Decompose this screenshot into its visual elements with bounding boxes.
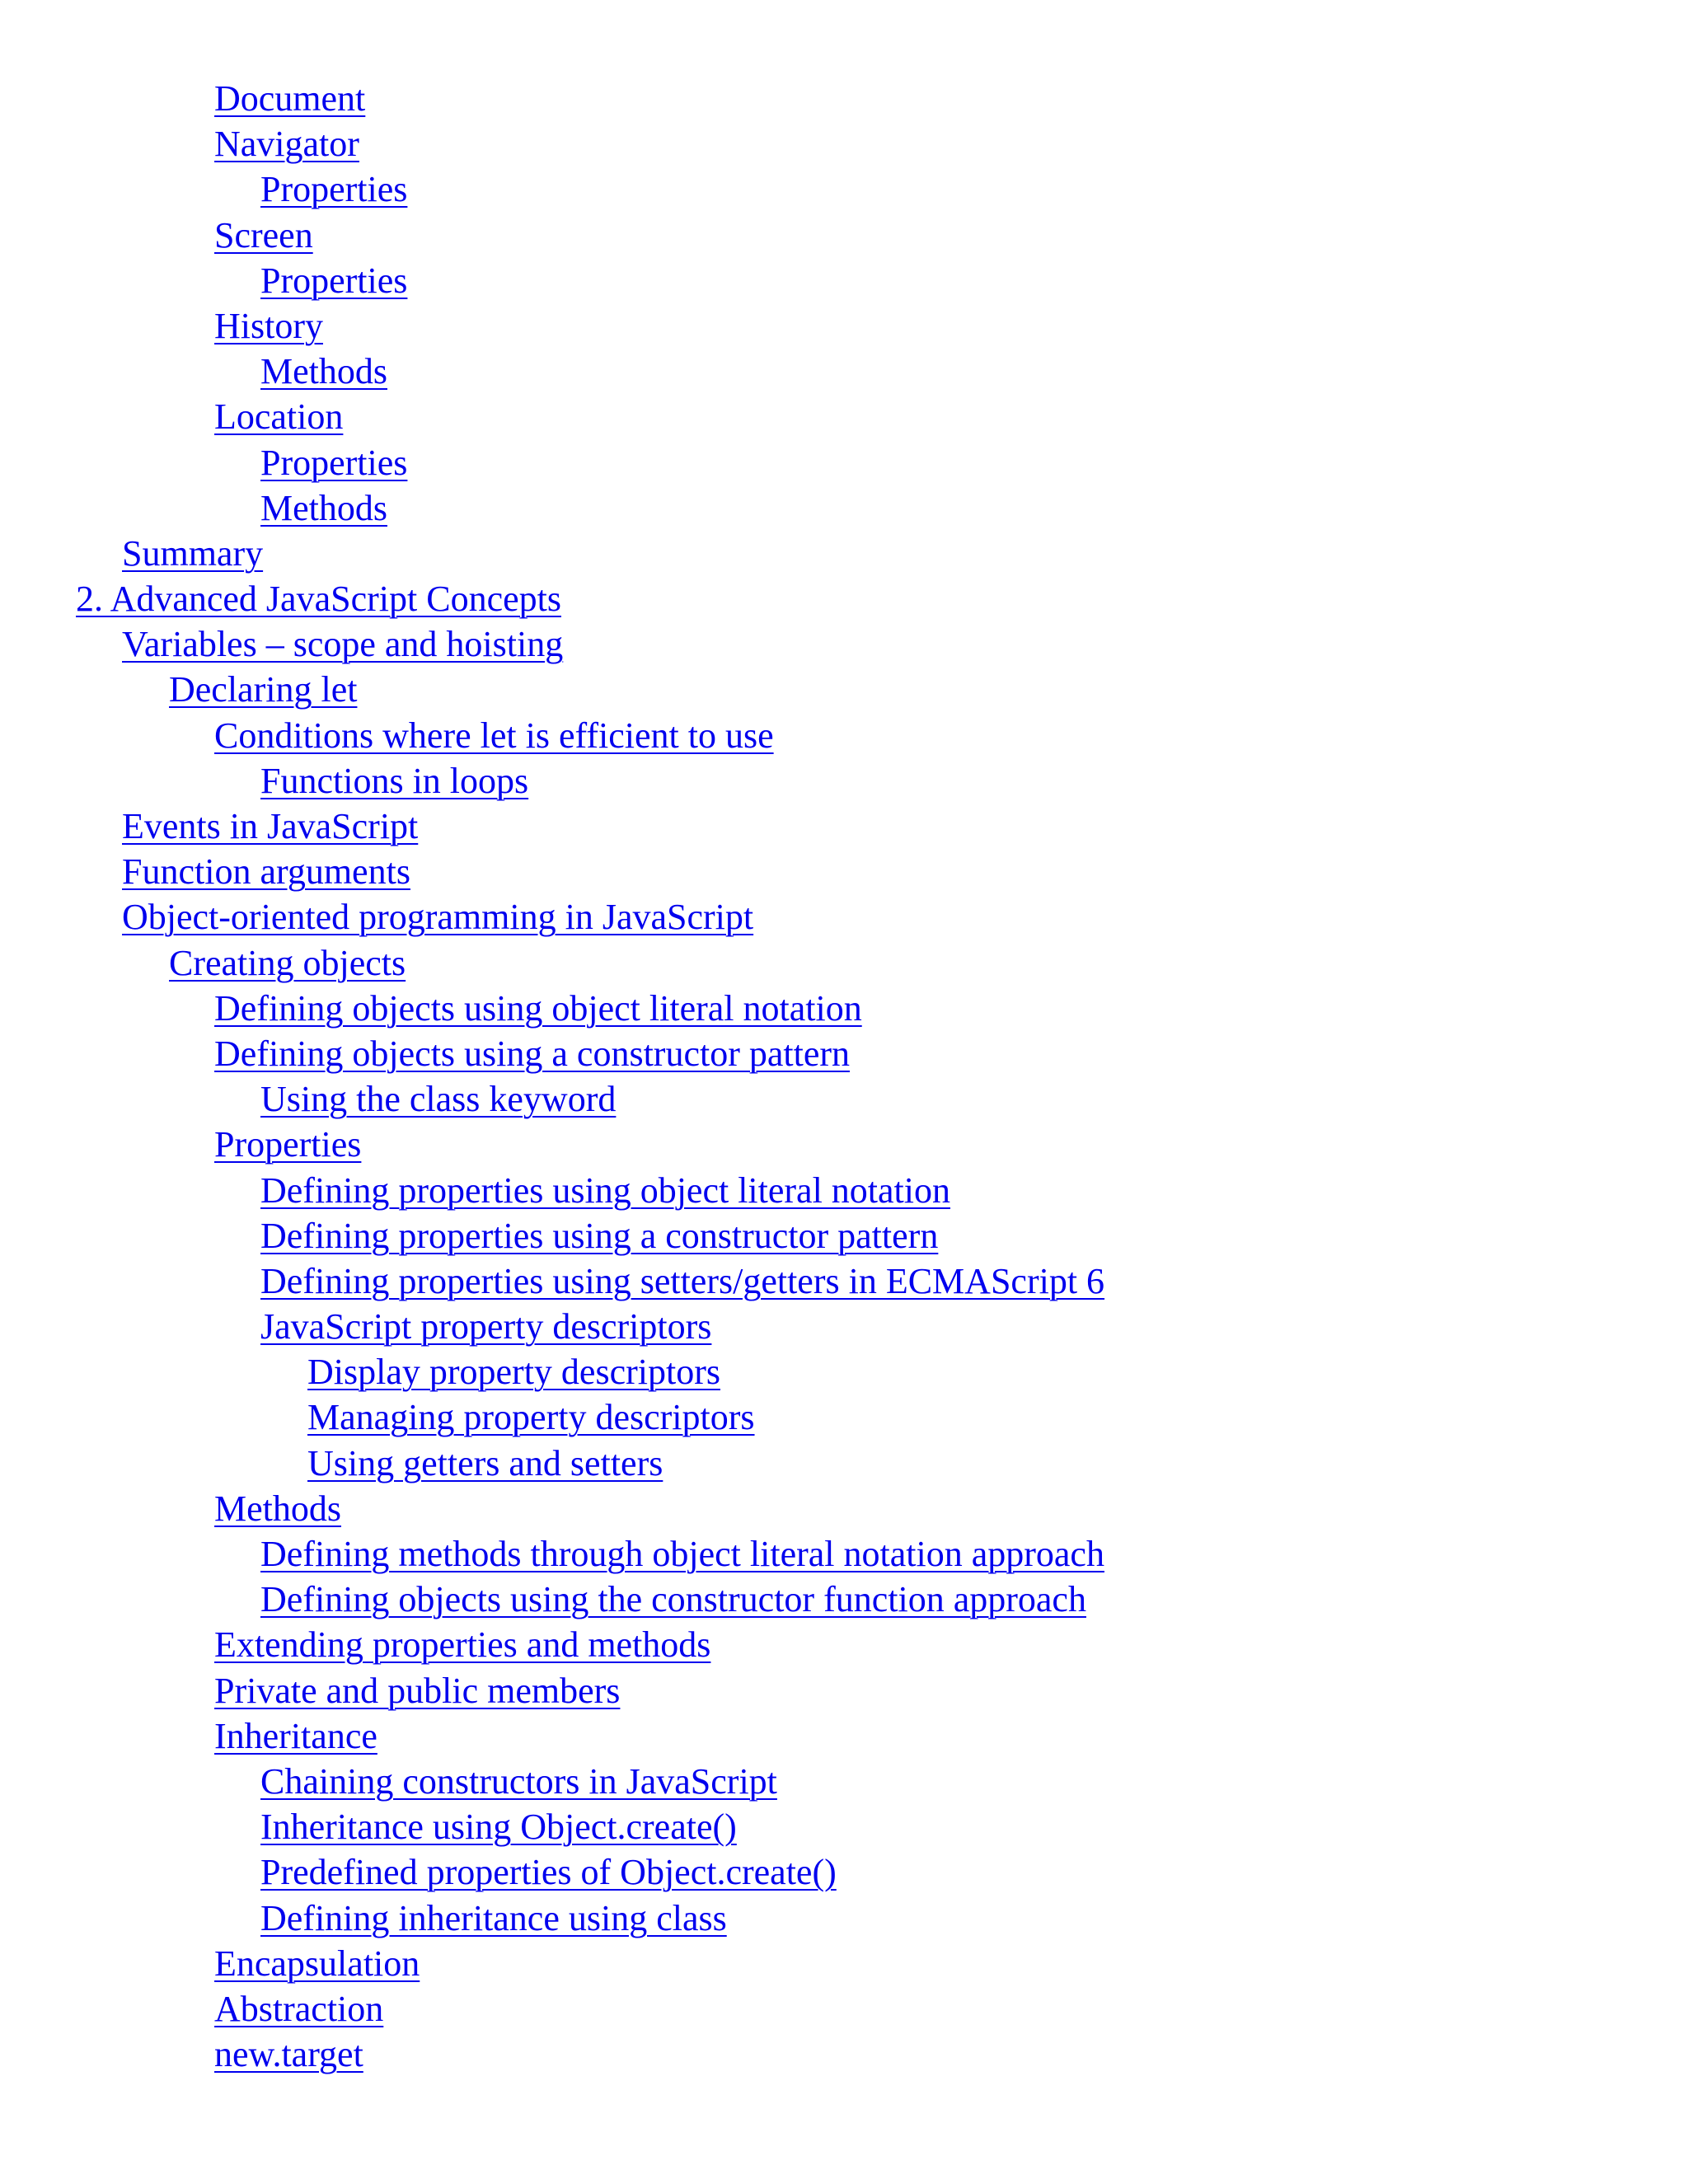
toc-entry [0,1577,1688,1622]
toc-entry [0,258,1688,303]
toc-entry [0,1804,1688,1849]
toc-link-properties-constructor-pattern[interactable]: Defining properties using a constructor pattern [260,1215,939,1256]
toc-entry [0,485,1688,531]
toc-link-class-keyword[interactable]: Using the class keyword [260,1079,617,1120]
toc-link-chapter-2[interactable]: 2. Advanced JavaScript Concepts [76,579,561,620]
toc-entry [0,1168,1688,1213]
toc-link-events[interactable]: Events in JavaScript [122,806,419,846]
toc-entry [0,394,1688,439]
toc-entry [0,1849,1688,1895]
toc-entry [0,76,1688,121]
toc-link-private-public-members[interactable]: Private and public members [214,1670,621,1711]
toc-entry [0,213,1688,258]
toc-link-objects-constructor-function[interactable]: Defining objects using the constructor function approach [260,1579,1086,1620]
toc-entry [0,667,1688,712]
toc-entry [0,1076,1688,1122]
toc-link-objects-constructor-pattern[interactable]: Defining objects using a constructor pattern [214,1033,851,1074]
toc-link-chaining-constructors[interactable]: Chaining constructors in JavaScript [260,1760,777,1802]
toc-entry [0,1304,1688,1349]
toc-link-functions-in-loops[interactable]: Functions in loops [260,760,529,801]
toc-link-declaring-let[interactable]: Declaring let [169,669,358,710]
table-of-contents [0,76,1688,2077]
toc-entry [0,1122,1688,1167]
toc-entry [0,121,1688,166]
toc-entry [0,1668,1688,1713]
toc-entry [0,2032,1688,2077]
toc-link-new-target[interactable]: new.target [214,2034,363,2075]
toc-link-creating-objects[interactable]: Creating objects [169,942,406,983]
toc-link-screen-properties[interactable]: Properties [260,260,408,301]
toc-entry [0,713,1688,758]
toc-entry [0,1941,1688,1986]
toc-link-properties-setters-getters[interactable]: Defining properties using setters/getters in ECMAScript 6 [260,1260,1105,1301]
toc-link-navigator[interactable]: Navigator [214,124,359,165]
toc-entry [0,576,1688,621]
toc-link-property-descriptors[interactable]: JavaScript property descriptors [260,1306,712,1347]
toc-entry [0,1759,1688,1804]
toc-entry [0,1486,1688,1531]
toc-link-location[interactable]: Location [214,396,344,438]
toc-entry [0,1986,1688,2032]
toc-entry [0,1713,1688,1759]
toc-link-history[interactable]: History [214,305,323,346]
toc-entry [0,440,1688,485]
toc-link-managing-property-descriptors[interactable]: Managing property descriptors [307,1397,755,1438]
toc-entry [0,1622,1688,1667]
toc-link-variables-scope-hoisting[interactable]: Variables – scope and hoisting [122,624,564,665]
toc-link-screen[interactable]: Screen [214,214,313,255]
toc-link-function-arguments[interactable]: Function arguments [122,851,410,893]
toc-link-history-methods[interactable]: Methods [260,351,387,392]
toc-link-summary[interactable]: Summary [122,532,264,574]
toc-link-document[interactable]: Document [214,78,366,119]
toc-link-predefined-properties-object-create[interactable]: Predefined properties of Object.create() [260,1852,837,1893]
toc-entry [0,1394,1688,1440]
toc-link-inheritance-using-class[interactable]: Defining inheritance using class [260,1897,727,1938]
toc-entry [0,1441,1688,1486]
toc-entry [0,1349,1688,1394]
toc-link-inheritance[interactable]: Inheritance [214,1715,377,1756]
toc-entry [0,531,1688,576]
toc-link-let-efficient-conditions[interactable]: Conditions where let is efficient to use [214,715,774,756]
toc-entry [0,1213,1688,1258]
toc-link-encapsulation[interactable]: Encapsulation [214,1943,420,1984]
toc-link-location-methods[interactable]: Methods [260,487,387,528]
toc-link-methods-literal-notation[interactable]: Defining methods through object literal notation approach [260,1534,1104,1574]
toc-link-properties-literal-notation[interactable]: Defining properties using object literal notation [260,1169,951,1211]
toc-entry [0,1258,1688,1304]
toc-entry [0,894,1688,940]
toc-link-abstraction[interactable]: Abstraction [214,1988,384,2029]
toc-entry [0,349,1688,394]
toc-entry [0,804,1688,849]
toc-link-navigator-properties[interactable]: Properties [260,169,408,210]
toc-link-properties[interactable]: Properties [214,1124,362,1165]
toc-entry [0,166,1688,212]
toc-link-methods[interactable]: Methods [214,1488,341,1529]
toc-entry [0,621,1688,667]
toc-entry [0,758,1688,804]
toc-entry [0,1031,1688,1076]
toc-link-objects-literal-notation[interactable]: Defining objects using object literal notation [214,987,862,1029]
toc-link-getters-and-setters[interactable]: Using getters and setters [307,1442,663,1483]
toc-link-extending-properties-methods[interactable]: Extending properties and methods [214,1624,711,1666]
toc-link-inheritance-object-create[interactable]: Inheritance using Object.create() [260,1807,737,1848]
toc-entry [0,986,1688,1031]
toc-entry [0,303,1688,349]
toc-link-oop[interactable]: Object-oriented programming in JavaScript [122,897,754,938]
toc-entry [0,1896,1688,1941]
toc-link-location-properties[interactable]: Properties [260,442,408,483]
toc-entry [0,849,1688,894]
toc-entry [0,940,1688,986]
toc-link-display-property-descriptors[interactable]: Display property descriptors [307,1352,720,1393]
toc-entry [0,1531,1688,1577]
